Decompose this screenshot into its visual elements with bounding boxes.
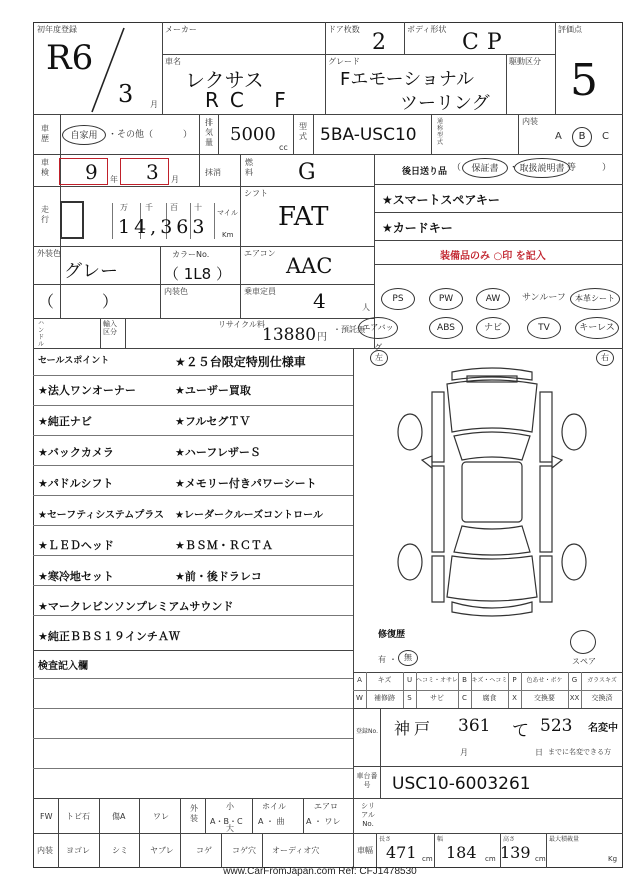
int-color-label: 内装色 <box>164 287 188 296</box>
shaken-month: 3 <box>146 160 159 184</box>
equip-sunroof: サンルーフ <box>522 293 566 303</box>
seats-unit: 人 <box>362 303 370 312</box>
aero-label: エアロ <box>314 802 338 811</box>
sales-point-17: ★純正ＢＢＳ１９インチＡＷ <box>38 630 180 643</box>
spare-label: スペア <box>572 657 596 666</box>
mileage-label: 走行 <box>41 205 49 224</box>
chassis-label: 車台番号 <box>356 772 378 789</box>
yen-unit: 円 <box>317 332 327 343</box>
legend-desc: ガラスキズ <box>587 677 617 684</box>
reg-day-unit: 日 <box>535 748 543 757</box>
shaken-year-box <box>59 158 108 185</box>
legend-code: X <box>512 694 517 702</box>
sales-point-3: ★ユーザー買取 <box>175 384 251 397</box>
displacement-label: 排気量 <box>205 118 213 147</box>
drive-label: 駆動区分 <box>509 57 541 66</box>
manual: 取扱説明書 <box>519 164 565 174</box>
cc-unit: cc <box>279 143 288 152</box>
car-name-label: 車名 <box>165 57 181 66</box>
doors-value: 2 <box>372 30 386 55</box>
legend-code: U <box>406 676 413 684</box>
weight-kg: Kg <box>608 855 618 863</box>
shaken-label: 車検 <box>41 158 49 177</box>
reg-note: までに名変できる方 <box>548 748 611 756</box>
warranty: 保証書 <box>471 164 499 174</box>
interior-b-oval <box>572 127 592 147</box>
legend-desc: 補修跡 <box>374 694 395 702</box>
score-label: 評価点 <box>558 25 582 34</box>
equip-tv: TV <box>527 317 561 339</box>
import-label: 輸入区分 <box>103 320 117 336</box>
wheel-values: A ・ 曲 <box>258 817 285 826</box>
equip-abs: ABS <box>429 317 463 339</box>
shift-label: シフト <box>244 189 268 198</box>
interior-b: B <box>578 131 586 142</box>
int-audio: オーディオ穴 <box>272 846 320 855</box>
mile-label: マイル <box>217 209 238 217</box>
sales-point-1: ★２５台限定特別仕様車 <box>175 355 306 369</box>
int-yabure: ヤブレ <box>150 846 174 855</box>
width-cm: cm <box>485 855 496 863</box>
ext-abc: A・B・C <box>210 817 243 826</box>
wheel-label: ホイル <box>262 802 286 811</box>
fuel-value: G <box>298 160 316 185</box>
width-value: 184 <box>446 843 477 862</box>
delete-label: 抹消 <box>205 168 221 177</box>
fw-kake: 傷A <box>112 812 126 821</box>
right-marker: 右 <box>596 350 614 366</box>
warranty-oval <box>462 158 508 178</box>
repair-has: 有 <box>378 655 386 664</box>
legend-desc: キズ <box>377 676 392 684</box>
inspection-title: 検査記入欄 <box>38 661 88 672</box>
trade-type-label: 通称型式 <box>436 118 443 146</box>
fw-ware: ワレ <box>153 812 169 821</box>
ext-small: 小 <box>226 802 234 811</box>
sales-point-2: ★法人ワンオーナー <box>38 384 136 397</box>
legend-code: S <box>407 694 412 702</box>
equip-title: 装備品のみ ○印 を記入 <box>440 251 546 262</box>
handle-label: ハンドル <box>37 320 44 348</box>
fw-tobi: トビ石 <box>66 812 90 821</box>
legend-desc: キズ・ヘコミ <box>471 677 508 684</box>
fuel-label: 燃料 <box>245 158 253 177</box>
reg-kana: て <box>512 721 529 741</box>
mileage-lead-box <box>60 201 84 239</box>
reg-place: 神戸 <box>394 719 435 738</box>
maker-value: レクサス <box>185 68 264 92</box>
left-marker: 左 <box>370 350 388 366</box>
ext-color-value: グレー <box>64 261 118 282</box>
equip-leather: 本革シート <box>570 288 620 310</box>
reg-num2: 523 <box>540 716 573 736</box>
shaken-month-unit: 月 <box>171 175 179 184</box>
unit-hyaku: 百 <box>170 203 178 212</box>
sales-point-12: ★ＬＥＤヘッド <box>38 539 114 552</box>
grade-label: グレード <box>328 57 360 66</box>
serial-label: シリアルNo. <box>361 802 375 828</box>
recycle-value: 13880 <box>262 325 317 345</box>
equip-ps: PS <box>381 288 415 310</box>
first-reg-month: 3 <box>118 80 134 108</box>
equip-pw: PW <box>429 288 463 310</box>
int-yogore: ヨゴレ <box>66 846 90 855</box>
first-reg-label: 初年度登録 <box>37 25 77 34</box>
shaken-year: 9 <box>85 160 98 184</box>
repair-dot: ・ <box>389 655 397 664</box>
weight-label: 最大積載量 <box>549 836 580 843</box>
width-label: 幅 <box>437 836 444 843</box>
reg-change: 名変中 <box>588 723 618 734</box>
docs-dot: ・ <box>509 163 519 173</box>
sales-point-7: ★ハーフレザーＳ <box>175 446 261 459</box>
color-no-value: （ 1L8 ） <box>164 265 231 283</box>
sales-point-13: ★ＢＳＭ・ＲＣＴＡ <box>175 539 273 552</box>
interior-a: A <box>555 131 562 142</box>
ext-large: 大 <box>226 824 234 833</box>
sales-point-5: ★フルセグＴＶ <box>175 415 251 428</box>
maker-label: メーカー <box>165 25 197 34</box>
equip-navi: ナビ <box>476 317 510 339</box>
exterior-label: 外装 <box>190 804 198 823</box>
score-value: 5 <box>570 55 598 106</box>
mileage-value: 14,363 <box>118 216 209 238</box>
fw-label: FW <box>40 812 53 821</box>
repair-none-oval: 無 <box>398 650 418 666</box>
sales-points-title: セールスポイント <box>38 356 110 366</box>
sales-point-15: ★前・後ドラレコ <box>175 570 262 583</box>
docs-open: （ <box>452 163 462 173</box>
dims-label: 車幅 <box>357 846 373 855</box>
history-close: ） <box>183 130 193 140</box>
card-key: ★カードキー <box>382 221 453 235</box>
blank-paren: （ ） <box>38 292 119 311</box>
shaken-year-unit: 年 <box>110 175 118 184</box>
height-label: 高さ <box>503 836 516 843</box>
legend-code: A <box>357 676 362 684</box>
manual-oval <box>514 158 570 178</box>
car-outline-diagram <box>392 362 592 622</box>
reg-month-unit: 月 <box>460 748 468 757</box>
unit-sen: 千 <box>145 203 153 212</box>
legend-desc: 交換要 <box>534 694 555 702</box>
first-reg-era: R6 <box>46 38 94 78</box>
body-value: CP <box>462 30 510 55</box>
history-other: ・その他（ <box>108 130 154 140</box>
model-value: RC F <box>205 88 298 112</box>
equip-keyless: キーレス <box>575 317 619 339</box>
shaken-month-box <box>120 158 169 185</box>
grade-line2: ツーリング <box>400 93 490 114</box>
displacement-value: 5000 <box>230 124 276 145</box>
legend-desc: サビ <box>430 694 444 702</box>
grade-line1: Fエモーショナル <box>340 69 475 90</box>
watermark: www.CarFromJapan.com Ref: CFJ1478530 <box>223 866 417 877</box>
height-cm: cm <box>535 855 546 863</box>
docs-label: 後日送り品 <box>402 167 448 177</box>
seats-label: 乗車定員 <box>244 287 276 296</box>
interior-grade-label: 内装 <box>522 117 538 126</box>
sales-point-8: ★パドルシフト <box>38 477 114 490</box>
ext-color-label: 外装色 <box>37 249 61 258</box>
sales-point-14: ★寒冷地セット <box>38 570 114 583</box>
int-shimi: シミ <box>112 846 128 855</box>
type-label: 型式 <box>299 122 307 141</box>
interior-c: C <box>602 131 609 142</box>
legend-desc: 色あせ・ボケ <box>526 677 563 684</box>
equip-aw: AW <box>476 288 510 310</box>
ac-value: AAC <box>286 254 333 278</box>
length-cm: cm <box>422 855 433 863</box>
sales-point-10: ★セーフティシステムプラス <box>38 510 164 521</box>
legend-code: W <box>356 694 363 702</box>
first-reg-month-unit: 月 <box>150 100 158 109</box>
aero-values: A ・ ワレ <box>306 817 341 826</box>
repair-label: 修復歴 <box>378 630 406 640</box>
color-no-label: カラーNo. <box>172 250 210 259</box>
legend-code: P <box>512 676 517 684</box>
sales-point-4: ★純正ナビ <box>38 415 92 428</box>
legend-desc: 腐食 <box>482 694 497 702</box>
deposit-note: ・預託無 <box>333 325 365 334</box>
unit-man: 万 <box>120 203 128 212</box>
legend-code: XX <box>569 694 580 702</box>
legend-code: G <box>571 676 578 684</box>
int-koge: コゲ <box>196 846 212 855</box>
sales-point-11: ★レーダークルーズコントロール <box>175 510 323 521</box>
sales-point-16: ★マークレビンソンプレミアムサウンド <box>38 600 234 613</box>
legend-desc: 交換済 <box>591 694 613 702</box>
docs-etc: 等 <box>567 163 577 173</box>
chassis-value: USC10-6003261 <box>392 774 531 794</box>
km-label: Km <box>222 231 234 239</box>
spare-circle <box>570 630 596 654</box>
type-value: 5BA-USC10 <box>320 125 417 145</box>
ac-label: エアコン <box>244 249 276 258</box>
doors-label: ドア枚数 <box>328 25 360 34</box>
registration-label: 登録No. <box>356 728 378 735</box>
history-label: 車歴 <box>41 124 49 143</box>
private-use-oval <box>62 125 106 145</box>
seats-value: 4 <box>313 289 326 313</box>
body-label: ボディ形状 <box>407 25 447 34</box>
length-label: 長さ <box>379 836 392 843</box>
legend-code: C <box>462 694 467 702</box>
recycle-label: リサイクル料 <box>218 320 265 329</box>
docs-close: ） <box>602 163 612 173</box>
int-kogeana: コゲ穴 <box>232 846 256 855</box>
height-value: 139 <box>500 843 531 862</box>
legend-code: B <box>462 676 467 684</box>
reg-num1: 361 <box>458 716 491 736</box>
sales-point-6: ★バックカメラ <box>38 446 114 459</box>
sales-point-9: ★メモリー付きパワーシート <box>175 477 317 490</box>
equip-airbag: エアバッグ <box>358 317 398 339</box>
smart-key: ★スマートスペアキー <box>382 193 500 207</box>
private-use: 自家用 <box>70 131 98 141</box>
unit-ju: 十 <box>194 203 202 212</box>
length-value: 471 <box>386 843 417 862</box>
interior-cond-label: 内装 <box>37 846 53 855</box>
legend-desc: ヘコミ・オサレ <box>416 677 458 684</box>
shift-value: FAT <box>278 202 329 232</box>
